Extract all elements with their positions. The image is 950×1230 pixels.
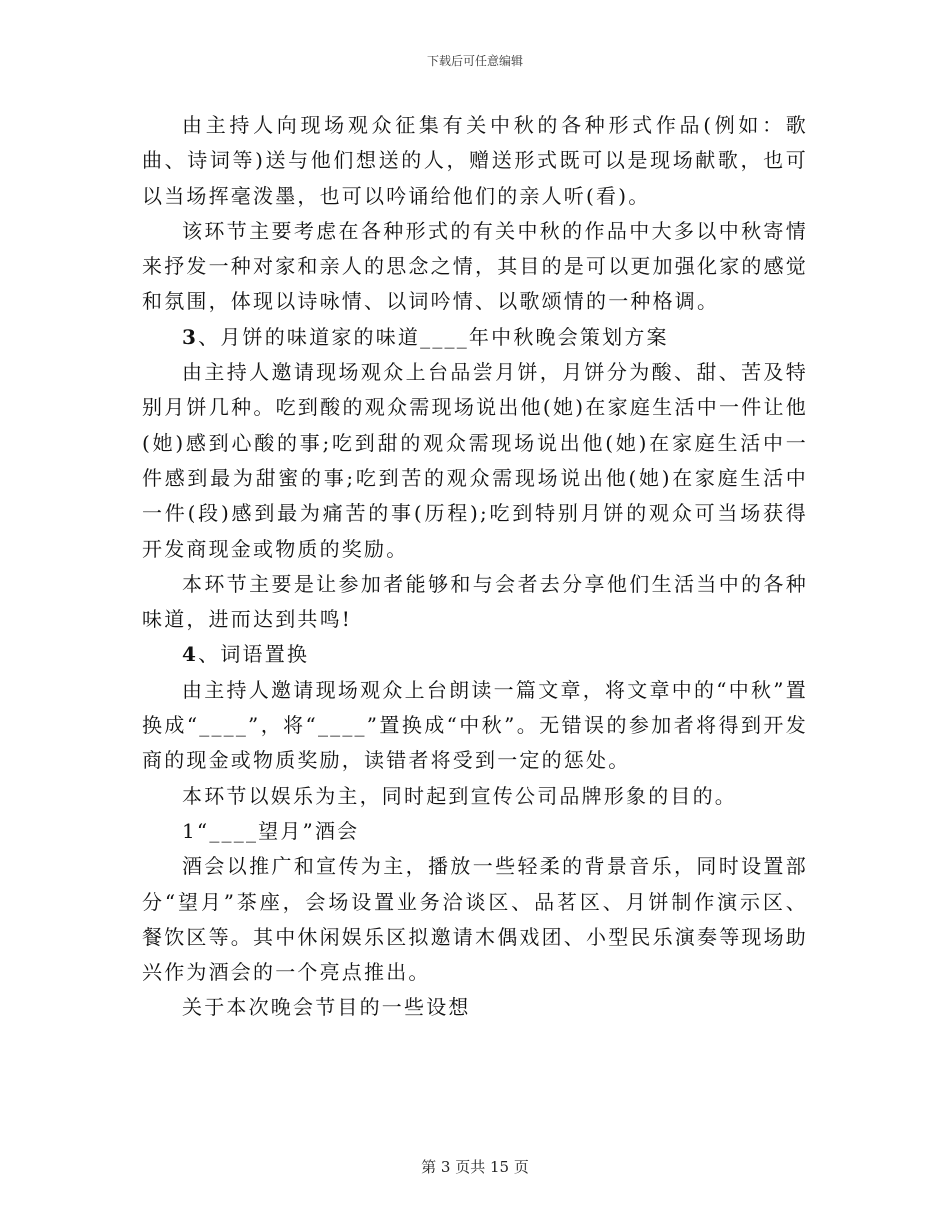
heading-moon-reception: 1“____望月”酒会 xyxy=(182,818,360,843)
paragraph-reception-details: 酒会以推广和宣传为主，播放一些轻柔的背景音乐，同时设置部分“望月”茶座，会场设置业务洽谈区、品茗区、月饼制作演示区、餐饮区等。其中休闲娱乐区拟邀请木偶戏团、小型民乐演奏等现场助兴作为酒会的一个亮点推出。 xyxy=(142,854,808,985)
page-footer: 第 3 页共 15 页 xyxy=(421,1158,529,1176)
paragraph-works-purpose: 该环节主要考虑在各种形式的有关中秋的作品中大多以中秋寄情来抒发一种对家和亲人的思念之情，其目的是可以更加强化家的感觉和氛围，体现以诗咏情、以词吟情、以歌颂情的一种格调。 xyxy=(142,218,808,314)
heading-text: 、词语置换 xyxy=(198,642,310,667)
paragraph-mooncake-purpose: 本环节主要是让参加者能够和与会者去分享他们生活当中的各种味道，进而达到共鸣! xyxy=(142,571,808,632)
paragraph-word-swap-purpose: 本环节以娱乐为主，同时起到宣传公司品牌形象的目的。 xyxy=(182,783,737,808)
paragraph-program-ideas: 关于本次晚会节目的一些设想 xyxy=(182,995,471,1020)
paragraph-collect-works: 由主持人向现场观众征集有关中秋的各种形式作品(例如：歌曲、诗词等)送与他们想送的人，赠送形式既可以是现场献歌，也可以当场挥毫泼墨，也可以吟诵给他们的亲人听(看)。 xyxy=(142,113,808,208)
heading-number: 3 xyxy=(182,324,199,349)
heading-word-swap xyxy=(142,637,808,672)
paragraph-word-swap-rules: 由主持人邀请现场观众上台朗读一篇文章，将文章中的“中秋”置换成“____”，将“____”置换成“中秋”。无错误的参加者将得到开发商的现金或物质奖励，读错者将受到一定的惩处。 xyxy=(142,677,808,773)
heading-number: 4 xyxy=(182,642,199,667)
heading-text: 、月饼的味道家的味道____年中秋晚会策划方案 xyxy=(198,324,669,349)
paragraph-mooncake-tasting: 由主持人邀请现场观众上台品尝月饼，月饼分为酸、甜、苦及特别月饼几种。吃到酸的观众需现场说出他(她)在家庭生活中一件让他(她)感到心酸的事;吃到甜的观众需现场说出他(她)在家庭生活中一件感到最为甜蜜的事;吃到苦的观众需现场说出他(她)在家庭生活中一件(段)感到最为痛苦的事(历程);吃到特别月饼的观众可当场获得开发商现金或物质的奖励。 xyxy=(142,360,808,561)
page-header: 下载后可任意编辑 xyxy=(426,54,523,68)
heading-mooncake-taste xyxy=(142,320,808,355)
document-body xyxy=(142,108,808,1026)
